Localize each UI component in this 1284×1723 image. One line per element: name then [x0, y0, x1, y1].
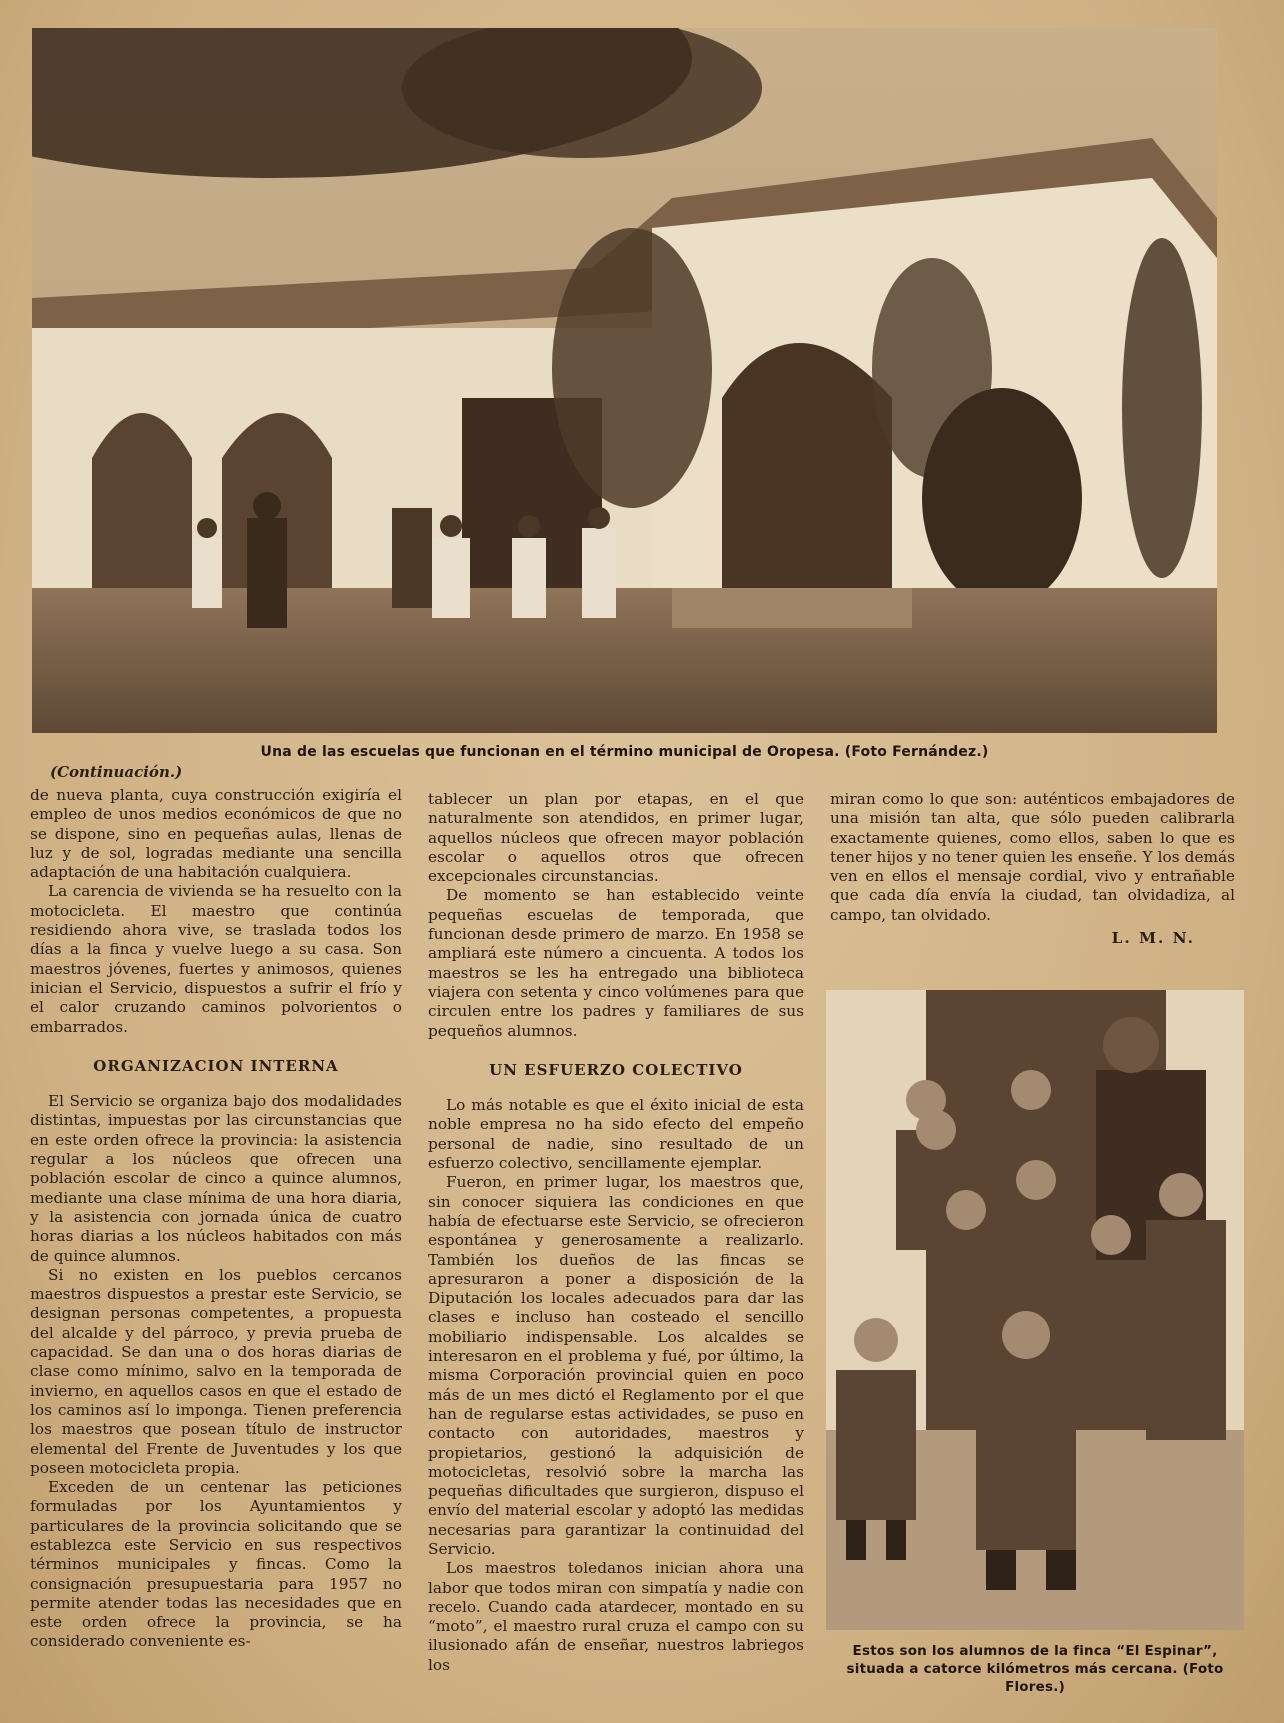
bottom-photo-caption: Estos son los alumnos de la finca “El Espinar”, situada a catorce kilómetros más cercana. (Foto Flores.) [846, 1643, 1224, 1695]
top-photo-caption: Una de las escuelas que funcionan en el término municipal de Oropesa. (Foto Fernández.) [260, 744, 989, 760]
continuation-label: (Continuación.) [50, 763, 183, 781]
paragraph: Exceden de un centenar las peticiones formuladas por los Ayuntamientos y particulares de la provincia solicitando que se establezca este Servicio en sus respectivos términos municipales y fincas. Como la consignación presupuestaria para 1957 no permite atender todas las necesidades que en este orden ofrece la provincia, se ha considerado conveniente es- [30, 1478, 402, 1651]
paragraph: De momento se han establecido veinte pequeñas escuelas de temporada, que funcionan desde primero de marzo. En 1958 se ampliará este número a cincuenta. A todos los maestros se les ha entregado una biblioteca viajera con setenta y cinco volúmenes para que circulen entre los padres y familiares de sus pequeños alumnos. [428, 886, 804, 1040]
paragraph: de nueva planta, cuya construcción exigiría el empleo de unos medios económicos de que no se dispone, sino en pequeñas aulas, llenas de luz y de sol, logradas mediante una sencilla adaptación de una habitación cualquiera. [30, 786, 402, 882]
paragraph: Lo más notable es que el éxito inicial de esta noble empresa no ha sido efecto del empeño personal de nadie, sino resultado de un esfuerzo colectivo, sencillamente ejemplar. [428, 1096, 804, 1173]
section-heading: ORGANIZACION INTERNA [93, 1056, 339, 1075]
students-group-illustration [826, 990, 1244, 1630]
article-column-3 [830, 790, 1235, 948]
paragraph: Fueron, en primer lugar, los maestros que, sin conocer siquiera las condiciones en que había de efectuarse este Servicio, se ofrecieron espontánea y generosamente a realizarlo. También los dueños de las fincas se apresuraron a poner a disposición de la Diputación los locales adecuados para dar las clases e incluso han costeado el sencillo mobiliario indispensable. Los alcaldes se interesaron en el problema y fué, por último, la misma Corporación provincial quien en poco más de un mes dictó el Reglamento por el que han de regularse estas actividades, se puso en contacto con autoridades, maestros y propietarios, gestionó la adquisición de motocicletas, resolvió sobre la marcha las pequeñas dificultades que surgieron, dispuso el envío del material escolar y adoptó las medidas necesarias para garantizar la continuidad del Servicio. [428, 1173, 804, 1558]
paragraph: La carencia de vivienda se ha resuelto con la motocicleta. El maestro que continúa residiendo ahora vive, se traslada todos los días a la finca y vuelve luego a su casa. Son maestros jóvenes, fuertes y animosos, quienes inician el Servicio, dispuestos a sufrir el frío y el calor cruzando caminos polvorientos o embarrados. [30, 882, 402, 1036]
school-building-photo [32, 28, 1217, 733]
author-signature: L. M. N. [1111, 929, 1195, 948]
paragraph: Si no existen en los pueblos cercanos maestros dispuestos a prestar este Servicio, se designan personas competentes, a propuesta del alcalde y del párroco, y previa prueba de capacidad. Se dan una o dos horas diarias de clase como mínimo, salvo en la temporada de invierno, en aquellos casos en que el estado de los caminos así lo imponga. Tienen preferencia los maestros que posean título de instructor elemental del Frente de Juventudes y los que poseen motocicleta propia. [30, 1265, 402, 1477]
section-heading: UN ESFUERZO COLECTIVO [489, 1060, 743, 1079]
article-column-1 [30, 786, 402, 1652]
paragraph: Los maestros toledanos inician ahora una labor que todos miran con simpatía y nadie con recelo. Cuando cada atardecer, montado en su “moto”, el maestro rural cruza el campo con su ilusionado afán de enseñar, nuestros labriegos los [428, 1559, 804, 1674]
paragraph: tablecer un plan por etapas, en el que naturalmente son atendidos, en primer lugar, aquellos núcleos que ofrecen mayor población escolar o aquellos otros que ofrecen excepcionales circunstancias. [428, 790, 804, 886]
school-building-illustration [32, 28, 1217, 733]
paragraph: miran como lo que son: auténticos embajadores de una misión tan alta, que sólo pueden calibrarla exactamente quienes, como ellos, saben lo que es tener hijos y no tener quien les enseñe. Y los demás ven en ellos el mensaje cordial, vivo y entrañable que cada día envía la ciudad, tan olvidadiza, al campo, tan olvidado. [830, 790, 1235, 924]
paragraph: El Servicio se organiza bajo dos modalidades distintas, impuestas por las circunstancias que en este orden ofrece la provincia: la asistencia regular a los núcleos que ofrecen una población escolar de cinco a quince alumnos, mediante una clase mínima de una hora diaria, y la asistencia con jornada única de cuatro horas diarias a los núcleos habitados con más de quince alumnos. [30, 1092, 402, 1265]
students-group-photo [826, 990, 1244, 1630]
article-column-2 [428, 790, 804, 1675]
